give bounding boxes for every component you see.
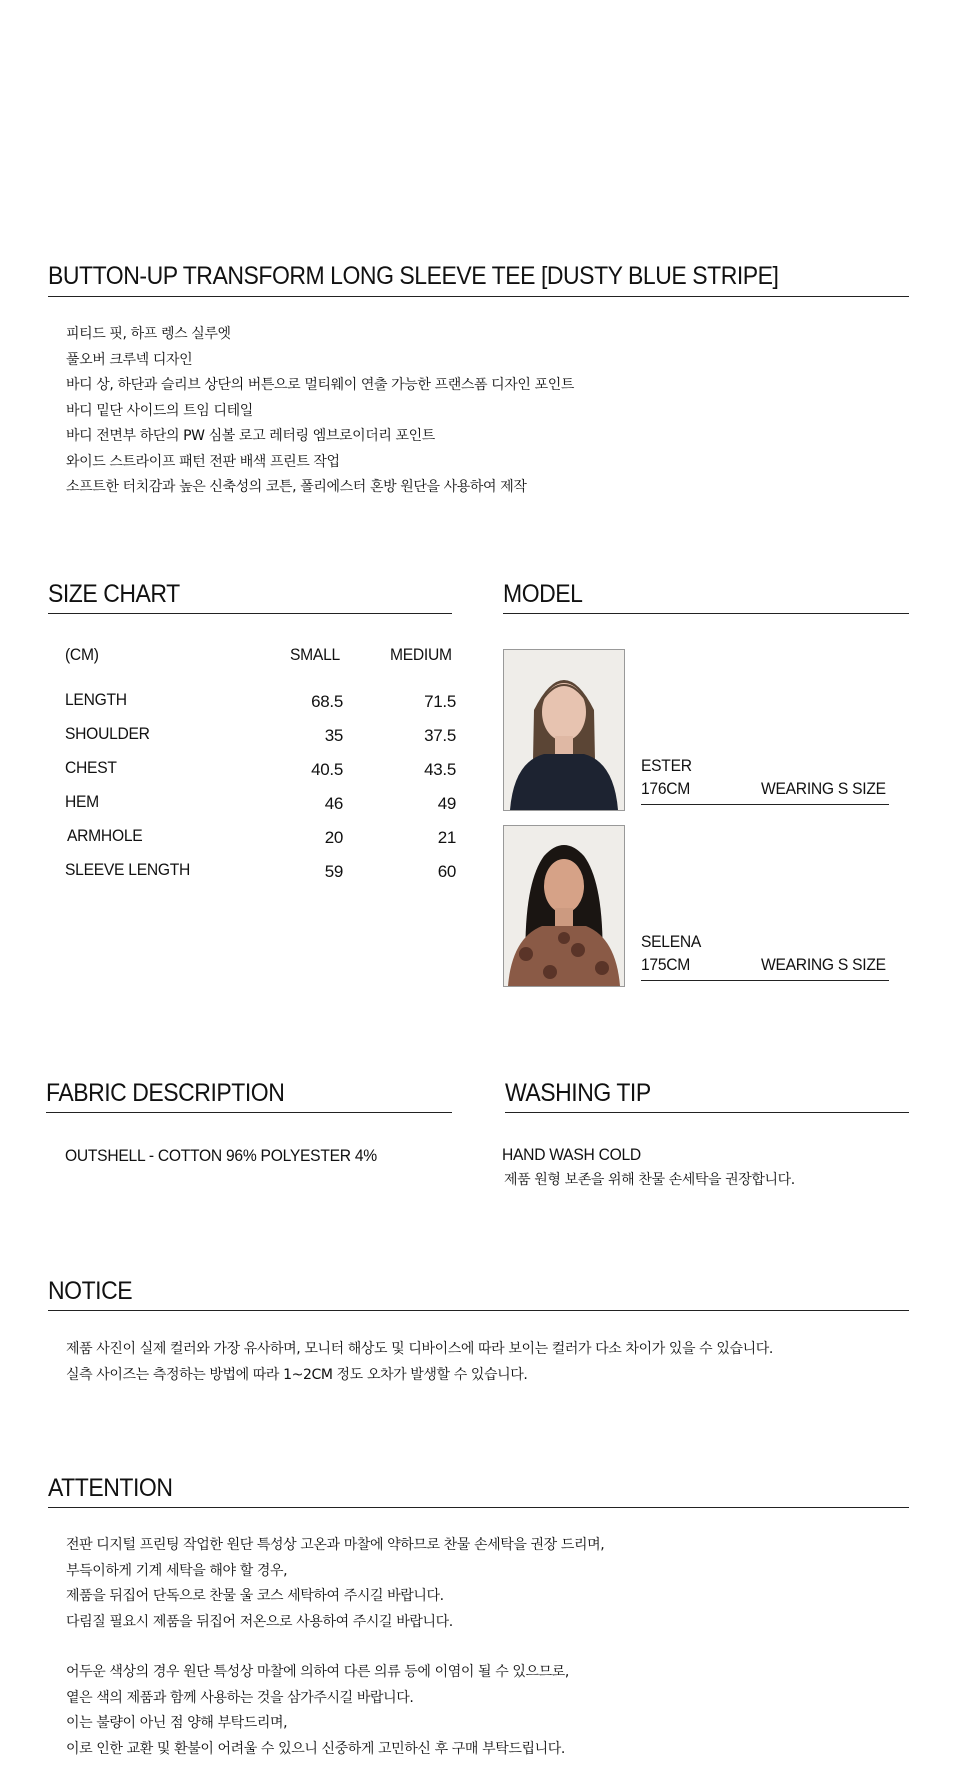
washing-rule <box>505 1112 909 1113</box>
feature-line: 풀오버 크루넥 디자인 <box>66 351 193 368</box>
col-small: SMALL <box>290 645 340 664</box>
row-small: 68.5 <box>311 692 343 711</box>
fabric-rule <box>46 1112 452 1113</box>
notice-lines <box>66 1337 773 1388</box>
attention-line: 이는 불량이 아닌 점 양해 부탁드리며, <box>66 1715 288 1731</box>
model-rule <box>503 613 909 614</box>
notice-line: 제품 사진이 실제 컬러와 가장 유사하며, 모니터 해상도 및 디바이스에 따라 보이는 컬러가 다소 차이가 있을 수 있습니다. <box>66 1341 773 1357</box>
model-height: 175CM <box>641 955 691 974</box>
row-medium: 49 <box>437 794 456 813</box>
feature-line: 와이드 스트라이프 패턴 전판 배색 프린트 작업 <box>66 453 340 470</box>
size-chart-rule <box>48 613 452 614</box>
model-photo-ester-image <box>504 650 624 810</box>
attention-line: 이로 인한 교환 및 환불이 어려울 수 있으니 신중하게 고민하신 후 구매 부탁드립니다. <box>66 1740 565 1757</box>
model-height: 176CM <box>641 779 691 798</box>
attention-line: 옅은 색의 제품과 함께 사용하는 것을 삼가주시길 바랍니다. <box>66 1689 414 1706</box>
row-medium: 60 <box>437 862 456 881</box>
feature-line: 바디 상, 하단과 슬리브 상단의 버튼으로 멀티웨이 연출 가능한 프랜스폼 디자인 포인트 <box>66 377 574 393</box>
row-medium: 43.5 <box>424 760 456 779</box>
attention-rule <box>48 1507 909 1508</box>
attention-line: 부득이하게 기계 세탁을 해야 할 경우, <box>66 1562 288 1579</box>
notice-line: 실측 사이즈는 측정하는 방법에 따라 1~2CM 정도 오차가 발생할 수 있습니다. <box>66 1366 528 1383</box>
notice-title: NOTICE <box>48 1277 133 1305</box>
attention-title: ATTENTION <box>48 1474 173 1502</box>
model-wearing: WEARING S SIZE <box>761 955 886 974</box>
model-info-rule <box>641 980 889 981</box>
row-label: SLEEVE LENGTH <box>65 860 191 879</box>
washing-line1: HAND WASH COLD <box>502 1145 641 1164</box>
attention-line: 전판 디지털 프린팅 작업한 원단 특성상 고온과 마찰에 약하므로 찬물 손세탁을 권장 드리며, <box>66 1537 605 1553</box>
attention-block-1 <box>66 1533 604 1635</box>
col-medium: MEDIUM <box>390 645 452 664</box>
product-title-rule <box>48 296 909 297</box>
row-label: LENGTH <box>65 690 127 709</box>
feature-line: 바디 전면부 하단의 PW 심볼 로고 레터링 엠브로이더리 포인트 <box>66 428 435 444</box>
feature-line: 소프트한 터치감과 높은 신축성의 코튼, 폴리에스터 혼방 원단을 사용하여 제작 <box>66 479 527 495</box>
model-photo-selena <box>503 825 625 987</box>
model-name: SELENA <box>641 932 702 951</box>
row-small: 59 <box>324 862 343 881</box>
size-chart-title: SIZE CHART <box>48 580 180 608</box>
model-wearing: WEARING S SIZE <box>761 779 886 798</box>
size-unit: (CM) <box>65 645 99 664</box>
product-features <box>66 322 574 501</box>
row-medium: 21 <box>437 828 456 847</box>
model-name: ESTER <box>641 756 692 775</box>
attention-block-2 <box>66 1660 569 1762</box>
model-photo-ester <box>503 649 625 811</box>
row-label: ARMHOLE <box>67 826 143 845</box>
row-small: 40.5 <box>311 760 343 779</box>
washing-line2: 제품 원형 보존을 위해 찬물 손세탁을 권장합니다. <box>504 1172 795 1188</box>
row-medium: 71.5 <box>424 692 456 711</box>
model-info-rule <box>641 804 889 805</box>
attention-line: 어두운 색상의 경우 원단 특성상 마찰에 의하여 다른 의류 등에 이염이 될 수 있으므로, <box>66 1664 569 1680</box>
attention-line: 제품을 뒤집어 단독으로 찬물 울 코스 세탁하여 주시길 바랍니다. <box>66 1588 444 1604</box>
row-small: 20 <box>324 828 343 847</box>
row-label: CHEST <box>65 758 117 777</box>
attention-line: 다림질 필요시 제품을 뒤집어 저온으로 사용하여 주시길 바랍니다. <box>66 1613 453 1630</box>
fabric-text: OUTSHELL - COTTON 96% POLYESTER 4% <box>65 1146 377 1165</box>
row-label: SHOULDER <box>65 724 150 743</box>
row-small: 46 <box>324 794 343 813</box>
notice-rule <box>48 1310 909 1311</box>
row-label: HEM <box>65 792 99 811</box>
product-title: BUTTON-UP TRANSFORM LONG SLEEVE TEE [DUSTY BLUE STRIPE] <box>48 262 779 290</box>
row-medium: 37.5 <box>424 726 456 745</box>
row-small: 35 <box>324 726 343 745</box>
feature-line: 바디 밑단 사이드의 트임 디테일 <box>66 402 253 419</box>
fabric-title: FABRIC DESCRIPTION <box>46 1079 285 1107</box>
washing-title: WASHING TIP <box>505 1079 651 1107</box>
model-photo-selena-image <box>504 826 624 986</box>
feature-line: 피티드 핏, 하프 렝스 실루엣 <box>66 326 231 342</box>
model-title: MODEL <box>503 580 583 608</box>
